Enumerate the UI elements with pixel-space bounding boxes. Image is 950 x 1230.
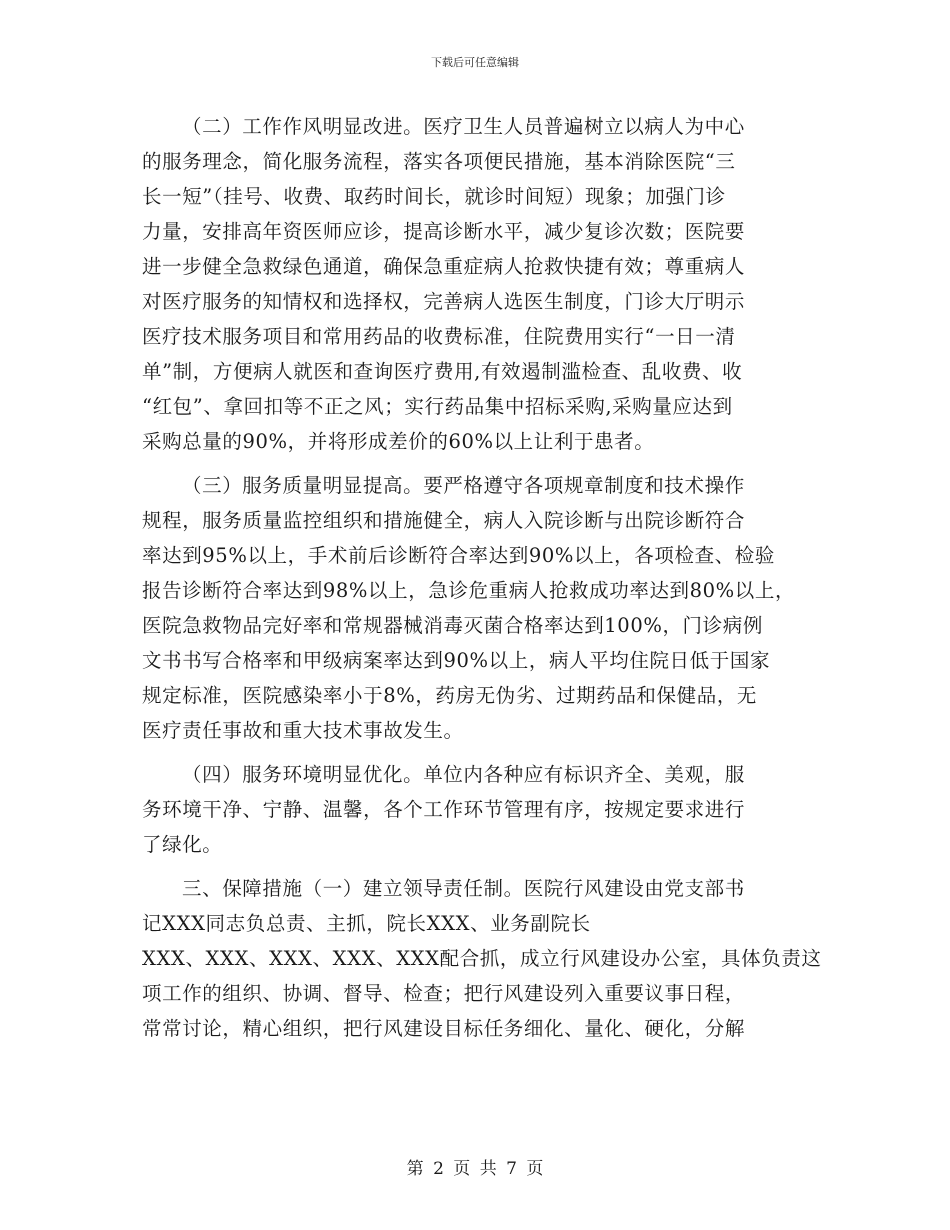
text-line: 医疗技术服务项目和常用药品的收费标准，住院费用实行“一日一清 [142, 325, 736, 348]
text-line: 的服务理念，简化服务流程，落实各项便民措施，基本消除医院“三 [142, 150, 736, 173]
text-line: 长一短”（挂号、收费、取药时间长，就诊时间短）现象；加强门诊 [142, 185, 726, 208]
paragraph [142, 757, 812, 862]
document-body [142, 109, 822, 1046]
header-note: 下载后可任意编辑 [431, 56, 519, 69]
text-line: 报告诊断符合率达到98%以上，急诊危重病人抢救成功率达到80%以上， [142, 579, 796, 602]
text-line: 力量，安排高年资医师应诊，提高诊断水平，减少复诊次数；医院要 [142, 220, 746, 243]
text-line: 规定标准，医院感染率小于8%，药房无伪劣、过期药品和保健品，无 [142, 684, 758, 707]
text-line: 三、保障措施（一）建立领导责任制。医院行风建设由党支部书 [182, 877, 745, 900]
text-line: 医疗责任事故和重大技术事故发生。 [142, 719, 464, 742]
text-line: 文书书写合格率和甲级病案率达到90%以上，病人平均住院日低于国家 [142, 649, 771, 672]
text-line: （四）服务环境明显优化。单位内各种应有标识齐全、美观，服 [182, 763, 745, 786]
paragraph [142, 109, 812, 459]
text-line: 率达到95%以上，手术前后诊断符合率达到90%以上，各项检查、检验 [142, 544, 775, 567]
text-line: 医院急救物品完好率和常规器械消毒灭菌合格率达到100%，门诊病例 [142, 614, 763, 637]
text-line: 务环境干净、宁静、温馨，各个工作环节管理有序，按规定要求进行 [142, 798, 746, 821]
text-line: 采购总量的90%，并将形成差价的60%以上让利于患者。 [142, 430, 655, 453]
text-line: XXX、XXX、XXX、XXX、XXX配合抓，成立行风建设办公室，具体负责这 [142, 947, 822, 970]
text-line: （三）服务质量明显提高。要严格遵守各项规章制度和技术操作 [182, 474, 745, 497]
paragraph [142, 871, 822, 1046]
paragraph [142, 468, 812, 748]
text-line: 进一步健全急救绿色通道，确保急重症病人抢救快捷有效；尊重病人 [142, 255, 746, 278]
text-line: （二）工作作风明显改进。医疗卫生人员普遍树立以病人为中心 [182, 115, 745, 138]
text-line: 常常讨论，精心组织，把行风建设目标任务细化、量化、硬化，分解 [142, 1017, 746, 1040]
text-line: 规程，服务质量监控组织和措施健全，病人入院诊断与出院诊断符合 [142, 509, 746, 532]
page-footer: 第 2 页 共 7 页 [406, 1159, 544, 1179]
text-line: 记XXX同志负总责、主抓，院长XXX、业务副院长 [142, 912, 591, 935]
text-line: 单”制，方便病人就医和查询医疗费用,有效遏制滥检查、乱收费、收 [142, 360, 743, 383]
text-line: 对医疗服务的知情权和选择权，完善病人选医生制度，门诊大厅明示 [142, 290, 746, 313]
text-line: “红包”、拿回扣等不正之风；实行药品集中招标采购,采购量应达到 [142, 395, 733, 418]
text-line: 项工作的组织、协调、督导、检查；把行风建设列入重要议事日程， [142, 982, 746, 1005]
text-line: 了绿化。 [142, 833, 223, 856]
